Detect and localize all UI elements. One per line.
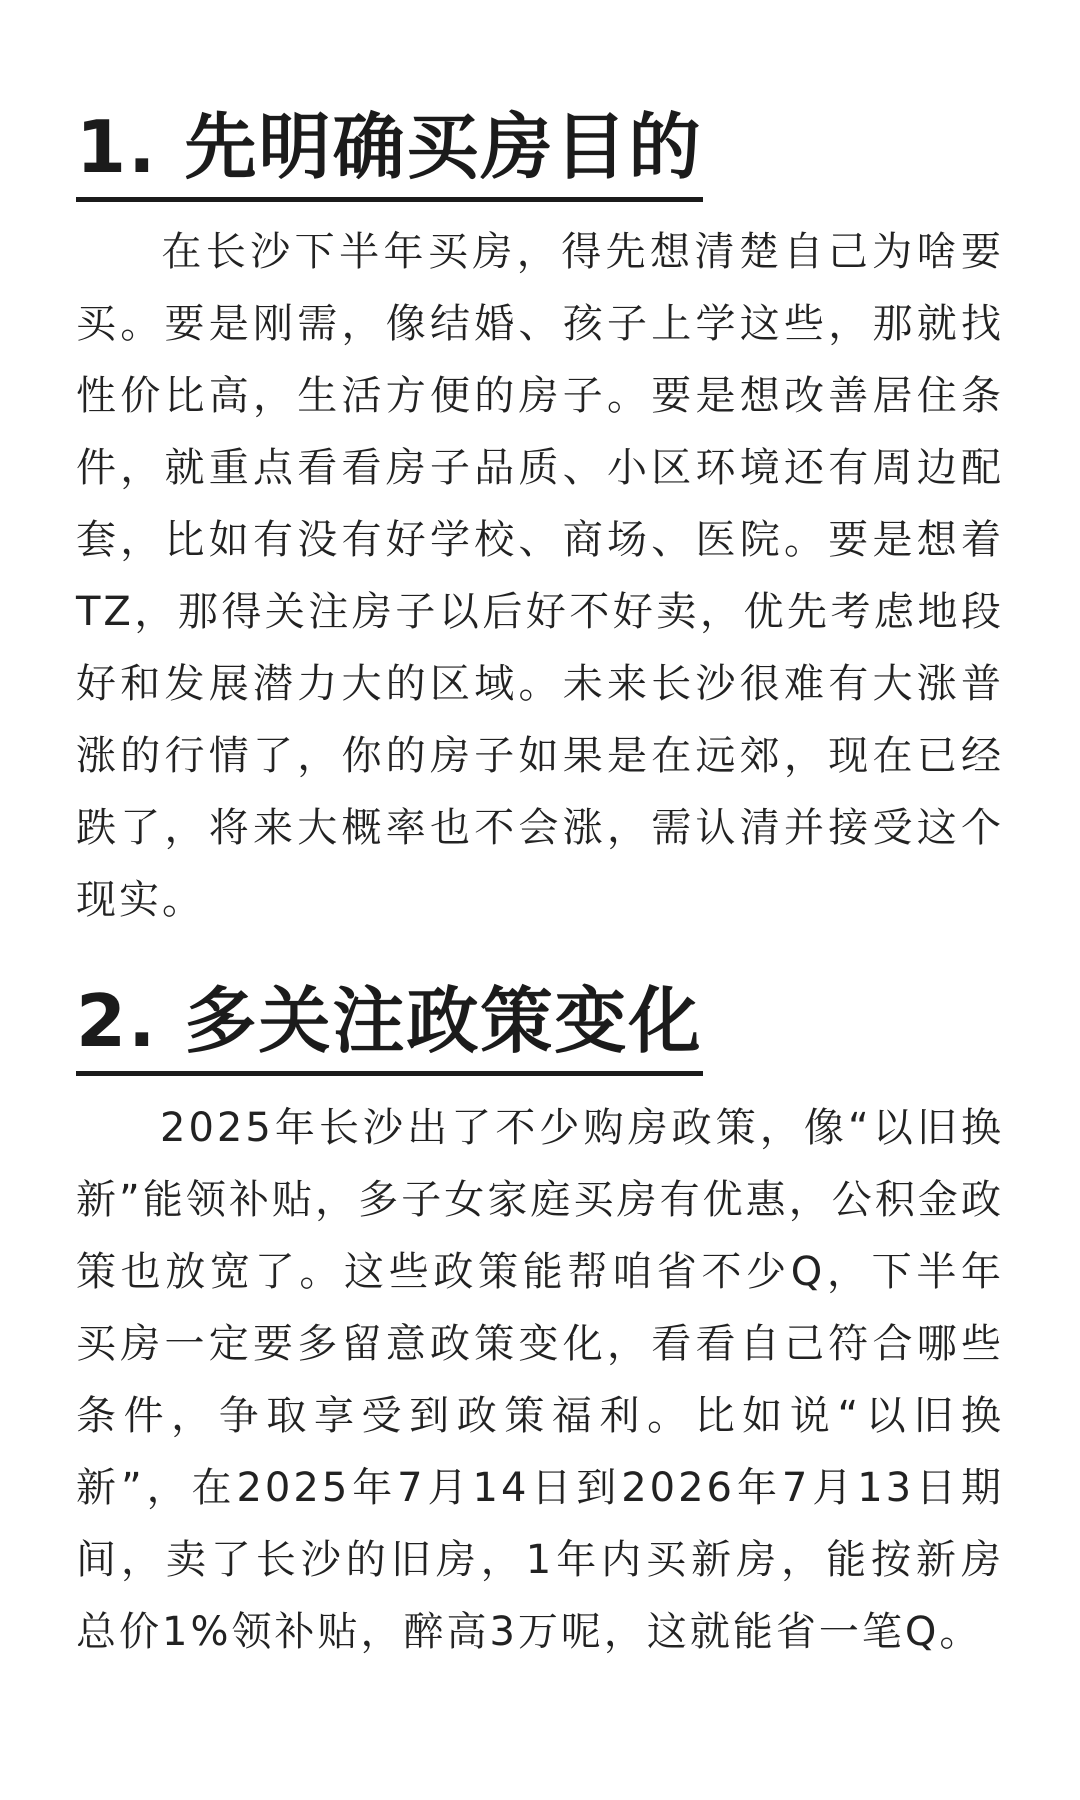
section-2-paragraph bbox=[76, 1092, 1004, 1668]
section-1-heading: 1. 先明确买房目的 bbox=[76, 104, 703, 201]
section-2-heading: 2. 多关注政策变化 bbox=[76, 978, 703, 1075]
section-1-paragraph bbox=[76, 216, 1004, 936]
section-1-text: 在长沙下半年买房，得先想清楚自己为啥要买。要是刚需，像结婚、孩子上学这些，那就找性价比高，生活方便的房子。要是想改善居住条件，就重点看看房子品质、小区环境还有周边配套，比如有没有好学校、商场、医院。要是想着TZ，那得关注房子以后好不好卖，优先考虑地段好和发展潜力大的区域。未来长沙很难有大涨普涨的行情了，你的房子如果是在远郊，现在已经跌了，将来大概率也不会涨，需认清并接受这个现实。 bbox=[76, 229, 1004, 923]
section-2-text: 2025年长沙出了不少购房政策，像“以旧换新”能领补贴，多子女家庭买房有优惠，公积金政策也放宽了。这些政策能帮咱省不少Q，下半年买房一定要多留意政策变化，看看自己符合哪些条件，争取享受到政策福利。比如说“以旧换新”，在2025年7月14日到2026年7月13日期间，卖了长沙的旧房，1年内买新房，能按新房总价1%领补贴，醉高3万呢，这就能省一笔Q。 bbox=[76, 1105, 1004, 1655]
